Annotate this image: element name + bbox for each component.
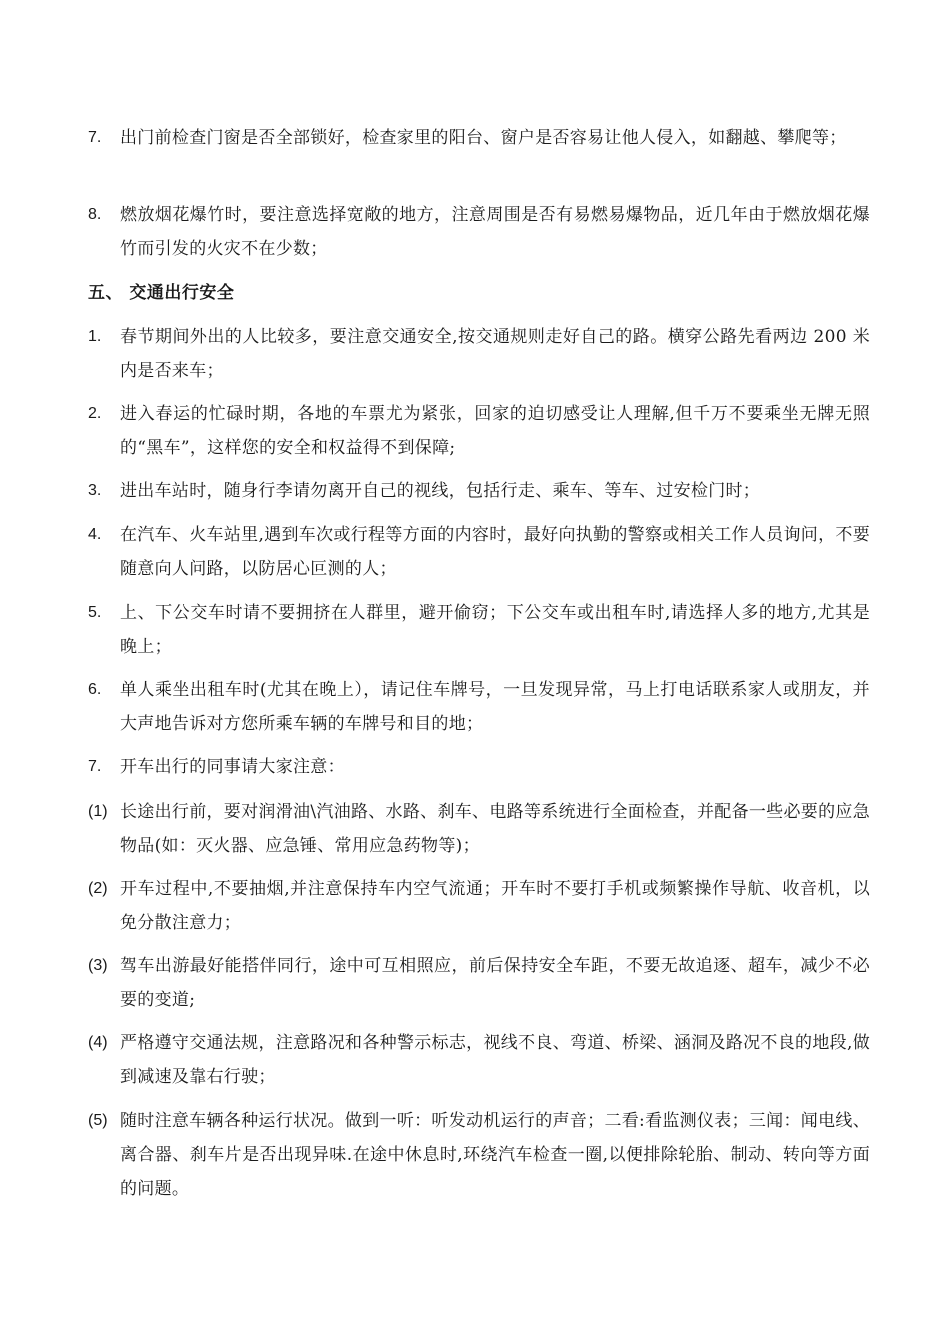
item-number: 1. <box>88 328 102 345</box>
item-number: 8. <box>88 206 102 223</box>
list-item <box>88 198 870 266</box>
item-number: (1) <box>88 803 108 820</box>
item-text: 上、下公交车时请不要拥挤在人群里，避开偷窃；下公交车或出租车时,请选择人多的地方,尤其是晚上； <box>120 603 870 657</box>
item-number: 4. <box>88 526 102 543</box>
list-item <box>88 596 870 664</box>
item-number: 7. <box>88 129 102 146</box>
sub-list-item <box>88 1026 870 1094</box>
list-item <box>88 397 870 465</box>
item-text: 进出车站时，随身行李请勿离开自己的视线，包括行走、乘车、等车、过安检门时； <box>120 481 761 501</box>
item-number: (4) <box>88 1034 108 1051</box>
section-heading: 五、 交通出行安全 <box>88 283 235 303</box>
item-number: 7. <box>88 758 102 775</box>
list-item <box>88 121 870 155</box>
list-item <box>88 673 870 741</box>
item-text: 出门前检查门窗是否全部锁好，检查家里的阳台、窗户是否容易让他人侵入，如翻越、攀爬等； <box>120 128 847 148</box>
sub-list-item <box>88 949 870 1017</box>
list-item <box>88 750 870 784</box>
item-number: (3) <box>88 957 108 974</box>
item-number: 6. <box>88 681 102 698</box>
sub-list-item <box>88 1104 870 1206</box>
sub-list-item <box>88 795 870 863</box>
item-number: 3. <box>88 482 102 499</box>
item-number: (2) <box>88 880 108 897</box>
item-number: (5) <box>88 1112 108 1129</box>
item-text: 在汽车、火车站里,遇到车次或行程等方面的内容时，最好向执勤的警察或相关工作人员询问，不要随意向人问路，以防居心叵测的人； <box>120 525 870 579</box>
item-text: 驾车出游最好能搭伴同行，途中可互相照应，前后保持安全车距，不要无故追逐、超车，减少不必要的变道; <box>120 956 870 1010</box>
item-text: 开车过程中,不要抽烟,并注意保持车内空气流通；开车时不要打手机或频繁操作导航、收音机，以免分散注意力； <box>120 879 870 933</box>
item-text: 进入春运的忙碌时期，各地的车票尤为紧张，回家的迫切感受让人理解,但千万不要乘坐无牌无照的“黑车”，这样您的安全和权益得不到保障; <box>120 404 870 458</box>
item-text: 春节期间外出的人比较多，要注意交通安全,按交通规则走好自己的路。横穿公路先看两边 200 米内是否来车； <box>120 327 870 381</box>
list-item <box>88 320 870 388</box>
item-text: 单人乘坐出租车时(尤其在晚上），请记住车牌号，一旦发现异常，马上打电话联系家人或朋友，并大声地告诉对方您所乘车辆的车牌号和目的地； <box>120 680 870 734</box>
item-text: 随时注意车辆各种运行状况。做到一听：听发动机运行的声音；二看:看监测仪表；三闻：闻电线、离合器、刹车片是否出现异味.在途中休息时,环绕汽车检查一圈,以便排除轮胎、制动、转向等方面的问题。 <box>120 1111 870 1199</box>
item-text: 燃放烟花爆竹时，要注意选择宽敞的地方，注意周围是否有易燃易爆物品，近几年由于燃放烟花爆竹而引发的火灾不在少数； <box>120 205 870 259</box>
item-text: 长途出行前，要对润滑油\汽油路、水路、刹车、电路等系统进行全面检查，并配备一些必要的应急物品(如：灭火器、应急锤、常用应急药物等)； <box>120 802 870 856</box>
list-item <box>88 474 870 508</box>
item-text: 严格遵守交通法规，注意路况和各种警示标志，视线不良、弯道、桥梁、涵洞及路况不良的地段,做到减速及靠右行驶； <box>120 1033 870 1087</box>
item-text: 开车出行的同事请大家注意： <box>120 757 345 777</box>
item-number: 2. <box>88 405 102 422</box>
item-number: 5. <box>88 604 102 621</box>
sub-list-item <box>88 872 870 940</box>
list-item <box>88 518 870 586</box>
